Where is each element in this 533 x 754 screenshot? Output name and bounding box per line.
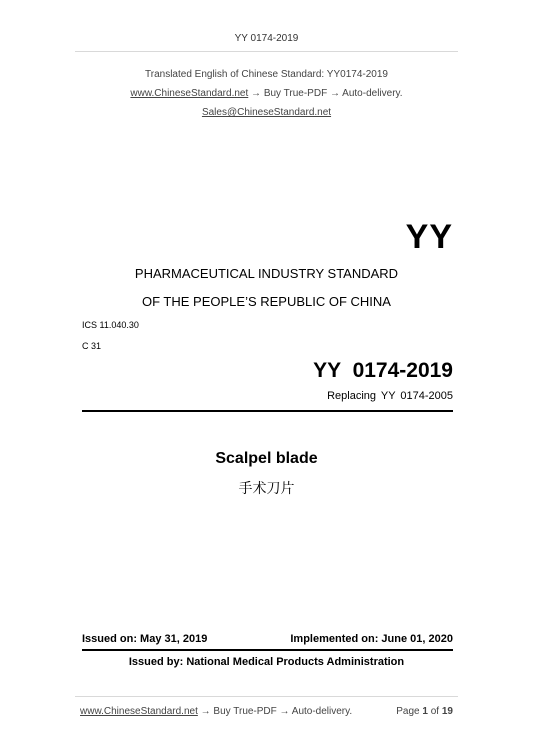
sales-notice: [0, 107, 533, 118]
translated-notice: Translated English of Chinese Standard: YY0174-2019: [145, 69, 388, 80]
issue-rule: [82, 649, 453, 651]
industry-title-line1: PHARMACEUTICAL INDUSTRY STANDARD: [134, 266, 399, 281]
of-label: of: [430, 706, 440, 717]
standard-number: YY 0174-2019: [313, 359, 453, 382]
page-number: 1: [422, 706, 428, 717]
footer-buy-text: → Buy True-PDF → Auto-delivery.: [197, 706, 353, 717]
page-total: 19: [441, 706, 453, 717]
issued-on-date: Issued on: May 31, 2019: [82, 633, 208, 645]
buy-text: → Buy True-PDF → Auto-delivery.: [248, 88, 403, 99]
footer-notice: [80, 706, 352, 717]
implemented-on-date: Implemented on: June 01, 2020: [290, 633, 453, 645]
ics-code: ICS 11.040.30: [82, 320, 139, 330]
running-header: YY 0174-2019: [234, 33, 299, 44]
document-title-chinese: 手术刀片: [238, 481, 295, 497]
issuing-authority: Issued by: National Medical Products Administration: [128, 656, 405, 668]
site-link[interactable]: www.ChineseStandard.net: [130, 88, 249, 99]
standard-logo: YY: [405, 218, 453, 256]
buy-notice: [0, 88, 533, 99]
replacing-note: Replacing YY 0174-2005: [327, 390, 453, 402]
footer-site-link[interactable]: www.ChineseStandard.net: [80, 706, 198, 717]
page-label: Page: [396, 706, 420, 717]
footer-rule: [75, 696, 458, 697]
classification-code: C 31: [82, 341, 102, 351]
page-indicator: [396, 706, 453, 717]
document-title: Scalpel blade: [215, 450, 318, 467]
title-rule: [82, 410, 453, 412]
header-rule: [75, 51, 458, 52]
industry-title-line2: OF THE PEOPLE’S REPUBLIC OF CHINA: [142, 294, 391, 309]
email-link[interactable]: Sales@ChineseStandard.net: [201, 107, 332, 118]
